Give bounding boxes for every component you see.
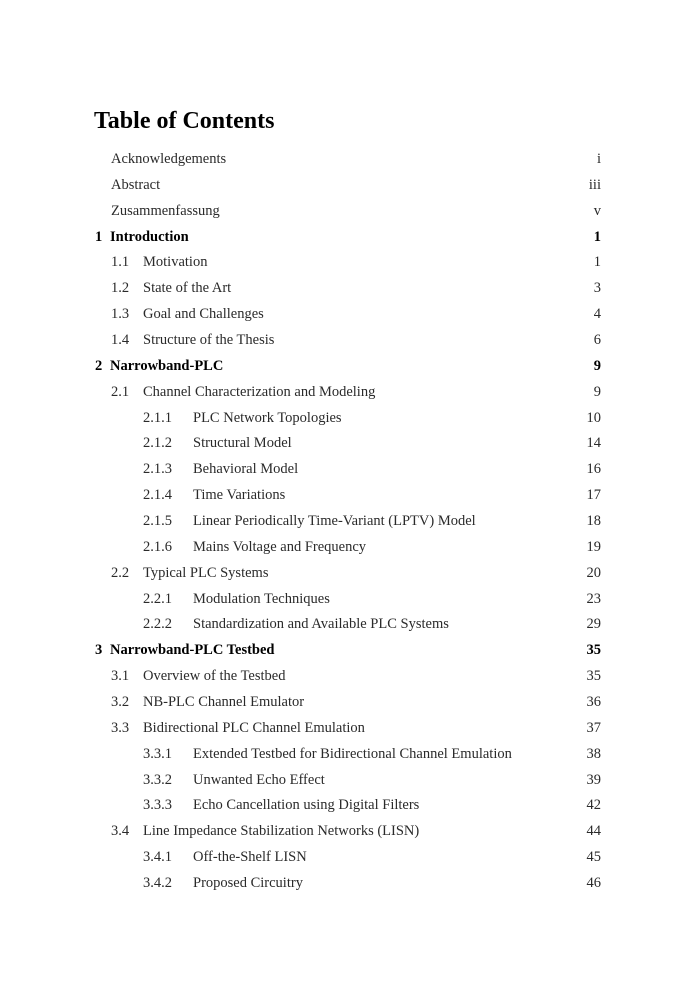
table-of-contents bbox=[0, 147, 700, 897]
toc-entry[interactable] bbox=[0, 742, 700, 768]
toc-entry-title: Goal and Challenges bbox=[143, 306, 264, 323]
toc-entry-page: 39 bbox=[586, 771, 601, 788]
toc-entry-number: 2 bbox=[95, 357, 103, 374]
toc-entry-page: 1 bbox=[593, 228, 601, 245]
toc-entry[interactable] bbox=[0, 716, 700, 742]
toc-entry-page: iii bbox=[588, 176, 601, 193]
toc-entry-page: 10 bbox=[586, 409, 601, 426]
toc-entry[interactable] bbox=[0, 638, 700, 664]
toc-entry-page: 14 bbox=[586, 435, 601, 452]
toc-entry-number: 3 bbox=[95, 642, 103, 659]
toc-entry-page: 38 bbox=[586, 745, 601, 762]
toc-entry[interactable] bbox=[0, 612, 700, 638]
toc-entry[interactable] bbox=[0, 354, 700, 380]
toc-entry-title: Linear Periodically Time-Variant (LPTV) Model bbox=[193, 513, 476, 530]
toc-entry-title: Time Variations bbox=[193, 487, 286, 504]
toc-entry-number: 2.2.1 bbox=[143, 590, 172, 607]
toc-entry[interactable] bbox=[0, 250, 700, 276]
toc-entry-page: i bbox=[596, 151, 601, 167]
toc-entry-number: 3.3.3 bbox=[143, 797, 172, 814]
toc-entry[interactable] bbox=[0, 199, 700, 225]
toc-entry-number: 3.3.1 bbox=[143, 745, 172, 762]
toc-entry[interactable] bbox=[0, 690, 700, 716]
toc-entry-number: 1.2 bbox=[111, 280, 130, 297]
toc-entry-page: 44 bbox=[586, 823, 601, 840]
toc-entry-title: Overview of the Testbed bbox=[143, 668, 286, 685]
toc-entry-title: Narrowband-PLC bbox=[110, 357, 224, 374]
toc-entry-page: 37 bbox=[586, 719, 601, 736]
toc-entry-title: Line Impedance Stabilization Networks (LISN) bbox=[143, 823, 420, 840]
toc-entry[interactable] bbox=[0, 845, 700, 871]
toc-entry[interactable] bbox=[0, 147, 700, 173]
toc-entry[interactable] bbox=[0, 302, 700, 328]
toc-entry-page: 9 bbox=[593, 357, 601, 374]
toc-entry-number: 1.1 bbox=[111, 254, 130, 271]
toc-entry-number: 3.2 bbox=[111, 694, 130, 711]
toc-entry-title: Off-the-Shelf LISN bbox=[193, 849, 307, 866]
toc-entry-page: 3 bbox=[593, 280, 601, 297]
toc-entry-title: Proposed Circuitry bbox=[193, 875, 303, 892]
toc-entry-title: Echo Cancellation using Digital Filters bbox=[193, 797, 420, 814]
toc-entry-page: 45 bbox=[586, 849, 601, 866]
toc-entry[interactable] bbox=[0, 173, 700, 199]
toc-entry-page: 9 bbox=[593, 383, 601, 400]
toc-entry-title: Modulation Techniques bbox=[193, 590, 330, 607]
toc-entry-title: Acknowledgements bbox=[111, 151, 227, 167]
toc-entry-title: Motivation bbox=[143, 254, 208, 271]
toc-entry-page: 35 bbox=[586, 642, 601, 659]
toc-entry-number: 1 bbox=[95, 228, 103, 245]
toc-entry-number: 3.4.2 bbox=[143, 875, 172, 892]
toc-entry-page: 4 bbox=[593, 306, 601, 323]
toc-entry-title: Standardization and Available PLC Systems bbox=[193, 616, 449, 633]
toc-entry[interactable] bbox=[0, 431, 700, 457]
toc-entry-title: Typical PLC Systems bbox=[143, 564, 269, 581]
toc-entry[interactable] bbox=[0, 793, 700, 819]
toc-entry-number: 2.1 bbox=[111, 383, 130, 400]
toc-entry[interactable] bbox=[0, 535, 700, 561]
toc-entry[interactable] bbox=[0, 276, 700, 302]
toc-entry-title: PLC Network Topologies bbox=[193, 409, 342, 426]
toc-entry-title: Zusammenfassung bbox=[111, 202, 220, 219]
toc-entry-title: Bidirectional PLC Channel Emulation bbox=[143, 719, 365, 736]
toc-entry-number: 3.3.2 bbox=[143, 771, 172, 788]
toc-entry[interactable] bbox=[0, 328, 700, 354]
toc-entry-page: 20 bbox=[586, 564, 601, 581]
toc-entry[interactable] bbox=[0, 561, 700, 587]
toc-entry[interactable] bbox=[0, 871, 700, 897]
toc-entry-number: 3.4 bbox=[111, 823, 130, 840]
toc-entry-title: NB-PLC Channel Emulator bbox=[143, 694, 305, 711]
toc-entry[interactable] bbox=[0, 457, 700, 483]
toc-entry[interactable] bbox=[0, 587, 700, 613]
toc-entry[interactable] bbox=[0, 483, 700, 509]
toc-entry[interactable] bbox=[0, 819, 700, 845]
toc-entry-number: 2.1.1 bbox=[143, 409, 172, 426]
toc-entry-title: Behavioral Model bbox=[193, 461, 299, 478]
toc-entry-page: 35 bbox=[586, 668, 601, 685]
toc-entry-number: 2.1.4 bbox=[143, 487, 172, 504]
toc-entry-number: 1.4 bbox=[111, 332, 130, 349]
toc-entry[interactable] bbox=[0, 380, 700, 406]
toc-entry[interactable] bbox=[0, 406, 700, 432]
toc-entry[interactable] bbox=[0, 225, 700, 251]
toc-entry-number: 3.3 bbox=[111, 719, 130, 736]
toc-entry-title: Structure of the Thesis bbox=[143, 332, 275, 349]
toc-entry-page: 42 bbox=[586, 797, 601, 814]
toc-entry-page: 17 bbox=[586, 487, 601, 504]
toc-entry-page: 36 bbox=[586, 694, 601, 711]
toc-entry[interactable] bbox=[0, 768, 700, 794]
toc-entry-page: v bbox=[593, 202, 601, 219]
toc-entry-page: 29 bbox=[586, 616, 601, 633]
page-title: Table of Contents bbox=[94, 108, 275, 134]
toc-entry-number: 2.1.5 bbox=[143, 513, 172, 530]
toc-entry-page: 1 bbox=[593, 254, 601, 271]
toc-entry-number: 3.1 bbox=[111, 668, 130, 685]
toc-entry[interactable] bbox=[0, 664, 700, 690]
toc-entry-title: Mains Voltage and Frequency bbox=[193, 538, 367, 555]
toc-entry-number: 2.1.6 bbox=[143, 538, 172, 555]
toc-entry-page: 23 bbox=[586, 590, 601, 607]
toc-entry-title: Introduction bbox=[110, 228, 189, 245]
toc-entry[interactable] bbox=[0, 509, 700, 535]
toc-entry-title: Narrowband-PLC Testbed bbox=[110, 642, 275, 659]
toc-entry-number: 3.4.1 bbox=[143, 849, 172, 866]
toc-entry-page: 18 bbox=[586, 513, 601, 530]
toc-entry-page: 6 bbox=[593, 332, 601, 349]
toc-entry-title: Structural Model bbox=[193, 435, 292, 452]
toc-entry-page: 19 bbox=[586, 538, 601, 555]
toc-entry-number: 2.1.3 bbox=[143, 461, 172, 478]
toc-entry-page: 16 bbox=[586, 461, 601, 478]
toc-entry-number: 2.2.2 bbox=[143, 616, 172, 633]
toc-entry-page: 46 bbox=[586, 875, 601, 892]
toc-entry-number: 2.1.2 bbox=[143, 435, 172, 452]
toc-entry-title: Extended Testbed for Bidirectional Channel Emulation bbox=[193, 745, 512, 762]
toc-entry-title: State of the Art bbox=[143, 280, 232, 297]
toc-entry-number: 2.2 bbox=[111, 564, 130, 581]
toc-entry-title: Abstract bbox=[111, 176, 161, 193]
toc-entry-title: Unwanted Echo Effect bbox=[193, 771, 325, 788]
toc-entry-number: 1.3 bbox=[111, 306, 130, 323]
toc-entry-title: Channel Characterization and Modeling bbox=[143, 383, 376, 400]
